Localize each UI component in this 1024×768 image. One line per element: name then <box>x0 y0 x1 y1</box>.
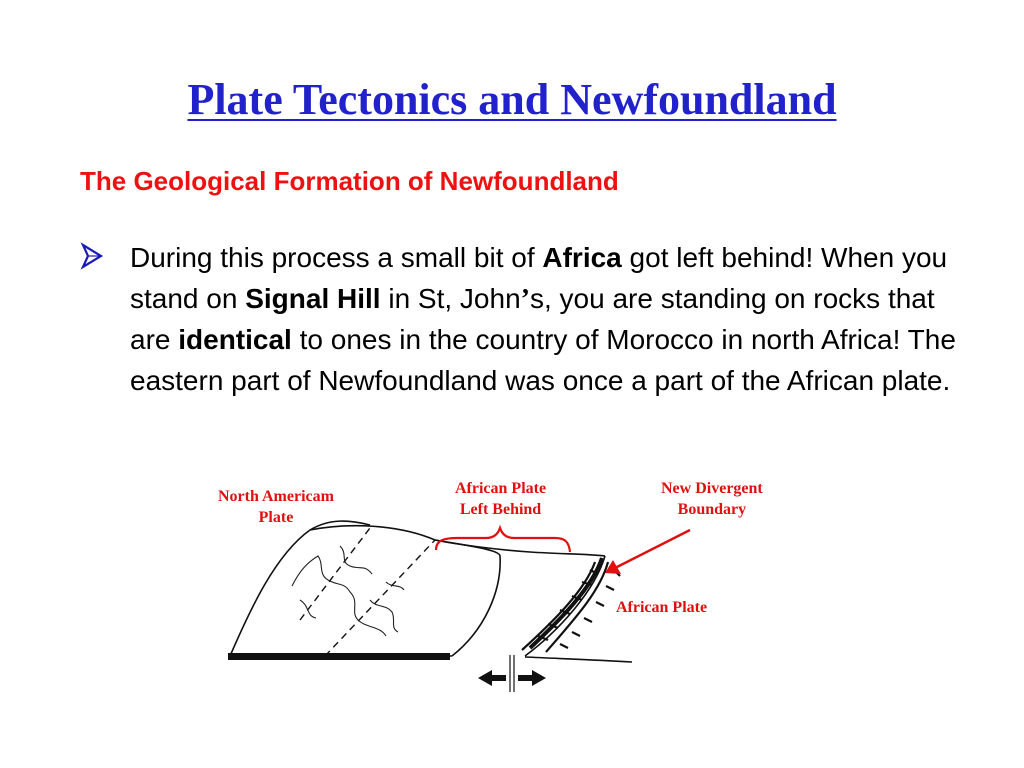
bullet-text-part: to ones in the country of Morocco in north Africa! The eastern part of Newfoundland was once a part of the African plate. <box>130 324 956 396</box>
boundary-pointer-arrow <box>605 530 690 574</box>
arrowhead-bullet-icon <box>80 242 104 270</box>
plate-dashed-lines <box>300 528 435 656</box>
rift-valley-texture <box>522 558 620 652</box>
bullet-text-part: in St, John <box>380 282 521 314</box>
bold-term-signal-hill: Signal Hill <box>245 282 381 314</box>
bullet-text-part: s, you are standing on rocks that are <box>130 282 935 355</box>
slide-subtitle: The Geological Formation of Newfoundland <box>80 166 619 196</box>
rift-center-line <box>510 655 514 692</box>
bold-term-identical: identical <box>178 324 292 355</box>
plate-base-stripe <box>228 653 450 660</box>
spreading-arrows-icon <box>478 670 546 686</box>
slide-title: Plate Tectonics and Newfoundland <box>187 75 837 124</box>
label-african-plate-left-behind: African Plate Left Behind <box>455 480 547 518</box>
left-behind-bracket <box>436 528 570 552</box>
bullet-text-part: got left behind! When you stand on <box>130 242 948 314</box>
plate-block-outline <box>228 521 632 662</box>
label-african-plate: African Plate <box>616 599 708 616</box>
bold-term-africa: Africa <box>542 242 622 273</box>
apostrophe: ’ <box>520 283 530 315</box>
label-north-american-plate: North Americam Plate <box>218 488 334 526</box>
label-new-divergent-boundary: New Divergent Boundary <box>661 480 763 518</box>
bullet-text-part: During this process a small bit of <box>130 242 543 273</box>
bullet-text <box>130 238 980 401</box>
plate-diagram <box>200 470 800 700</box>
